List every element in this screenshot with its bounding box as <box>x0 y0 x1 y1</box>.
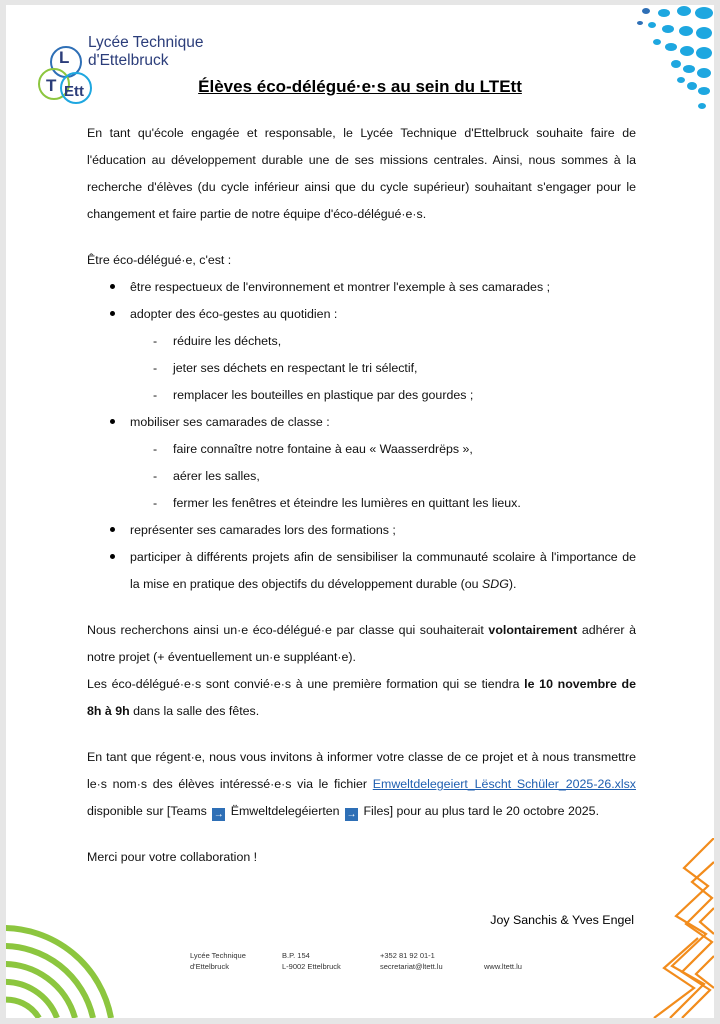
page-title: Élèves éco-délégué·e·s au sein du LTEtt <box>198 77 522 96</box>
signature: Joy Sanchis & Yves Engel <box>490 913 634 927</box>
sub-list-item: - fermer les fenêtres et éteindre les lumières en quittant les lieux. <box>153 496 521 510</box>
training-date-bold: le 10 novembre de 8h à 9h <box>87 677 637 718</box>
zigzag-decoration <box>624 838 714 1018</box>
footer-text: L-9002 Ettelbruck <box>282 962 341 971</box>
excel-file-link[interactable]: Emweltdelegeiert_Lëscht Schüler_2025-26.xlsx <box>372 777 637 791</box>
arrow-right-icon: → <box>213 809 224 820</box>
arrow-right-icon: → <box>346 809 357 820</box>
volontairement-bold: volontairement <box>488 623 578 637</box>
list-item <box>87 544 636 598</box>
school-name <box>88 34 203 70</box>
footer-school <box>190 950 246 972</box>
sub-item-text: jeter ses déchets en respectant le tri sélectif, <box>173 361 418 375</box>
letter-body <box>87 120 636 871</box>
bullet-icon <box>110 419 115 424</box>
regent-paragraph: En tant que régent·e, nous vous invitons à informer votre classe de ce projet et à nous transmettre le·s nom·s des élèves intéressé·e·s via le fichier Emweltdelegeiert_Lëscht Schüler_2025-26.xlsx disponible sur [Teams → Ëmweltdelegéierten → Files] pour au plus tard le 20 octobre 2025. <box>87 750 637 820</box>
list-intro: Être éco-délégué·e, c'est : <box>87 253 232 267</box>
footer-website[interactable] <box>484 961 522 972</box>
bullet-text: participer à différents projets afin de sensibiliser la communauté scolaire à l'importance de la mise en pratique des objectifs du développement durable (ou <box>130 550 636 591</box>
list-item <box>87 517 636 544</box>
logo-letter-t: T <box>46 76 57 95</box>
logo-letter-l: L <box>59 48 70 67</box>
bullet-text-end: ). <box>508 577 517 591</box>
bullet-icon <box>110 311 115 316</box>
bullet-icon <box>110 527 115 532</box>
list-item <box>87 409 636 436</box>
intro-paragraph: En tant qu'école engagée et responsable, le Lycée Technique d'Ettelbruck souhaite faire de l'éducation au développement durable une de ses missions centrales. Ainsi, nous sommes à la recherche d'élèves (du cycle inférieur ainsi que du cycle supérieur) souhaitant s'engager pour le changement et faire partie de notre équipe d'éco-délégué·e·s. <box>87 126 636 221</box>
bullet-text: mobiliser ses camarades de classe : <box>130 415 330 429</box>
thanks-line: Merci pour votre collaboration ! <box>87 850 258 864</box>
footer-address <box>282 950 341 972</box>
document-page <box>6 5 714 1018</box>
footer-contact <box>380 950 443 972</box>
recruit-paragraph: Nous recherchons ainsi un·e éco-délégué·e par classe qui souhaiterait volontairement adhérer à notre projet (+ éventuellement un·e suppléant·e). <box>87 623 637 664</box>
footer-text: B.P. 154 <box>282 951 310 960</box>
sub-item-text: remplacer les bouteilles en plastique par des gourdes ; <box>173 388 474 402</box>
sub-item-text: faire connaître notre fontaine à eau « Waasserdrëps », <box>173 442 473 456</box>
bullet-icon <box>110 554 115 559</box>
logo-letters-ett: Ett <box>64 83 84 100</box>
arcs-decoration <box>6 908 126 1018</box>
school-logo <box>36 30 216 120</box>
bullet-icon <box>110 284 115 289</box>
bullet-text: représenter ses camarades lors des formations ; <box>130 523 396 537</box>
sub-list-item: - faire connaître notre fontaine à eau « Waasserdrëps », <box>153 442 473 456</box>
sub-item-text: réduire les déchets, <box>173 334 282 348</box>
footer-email[interactable]: secretariat@ltett.lu <box>380 962 443 971</box>
training-paragraph: Les éco-délégué·e·s sont convié·e·s à une première formation qui se tiendra le 10 novembre de 8h à 9h dans la salle des fêtes. <box>87 677 637 718</box>
sub-list-item: - jeter ses déchets en respectant le tri sélectif, <box>153 361 418 375</box>
footer-text: d'Ettelbruck <box>190 962 229 971</box>
school-name-line1: Lycée Technique <box>88 34 204 51</box>
sdg-emphasis: SDG <box>481 577 509 591</box>
bullet-text: adopter des éco-gestes au quotidien : <box>130 307 338 321</box>
footer-phone: +352 81 92 01-1 <box>380 951 435 960</box>
dots-decoration <box>564 5 714 115</box>
list-item <box>87 274 636 301</box>
school-name-line2: d'Ettelbruck <box>88 52 169 69</box>
footer-text: Lycée Technique <box>190 951 246 960</box>
bullet-text: être respectueux de l'environnement et montrer l'exemple à ses camarades ; <box>130 280 551 294</box>
sub-item-text: fermer les fenêtres et éteindre les lumières en quittant les lieux. <box>173 496 521 510</box>
footer-text[interactable]: www.ltett.lu <box>484 962 522 971</box>
sub-list-item: - aérer les salles, <box>153 469 260 483</box>
sub-list-item: - réduire les déchets, <box>153 334 282 348</box>
list-item <box>87 301 636 328</box>
sub-list-item: - remplacer les bouteilles en plastique par des gourdes ; <box>153 388 474 402</box>
sub-item-text: aérer les salles, <box>173 469 260 483</box>
